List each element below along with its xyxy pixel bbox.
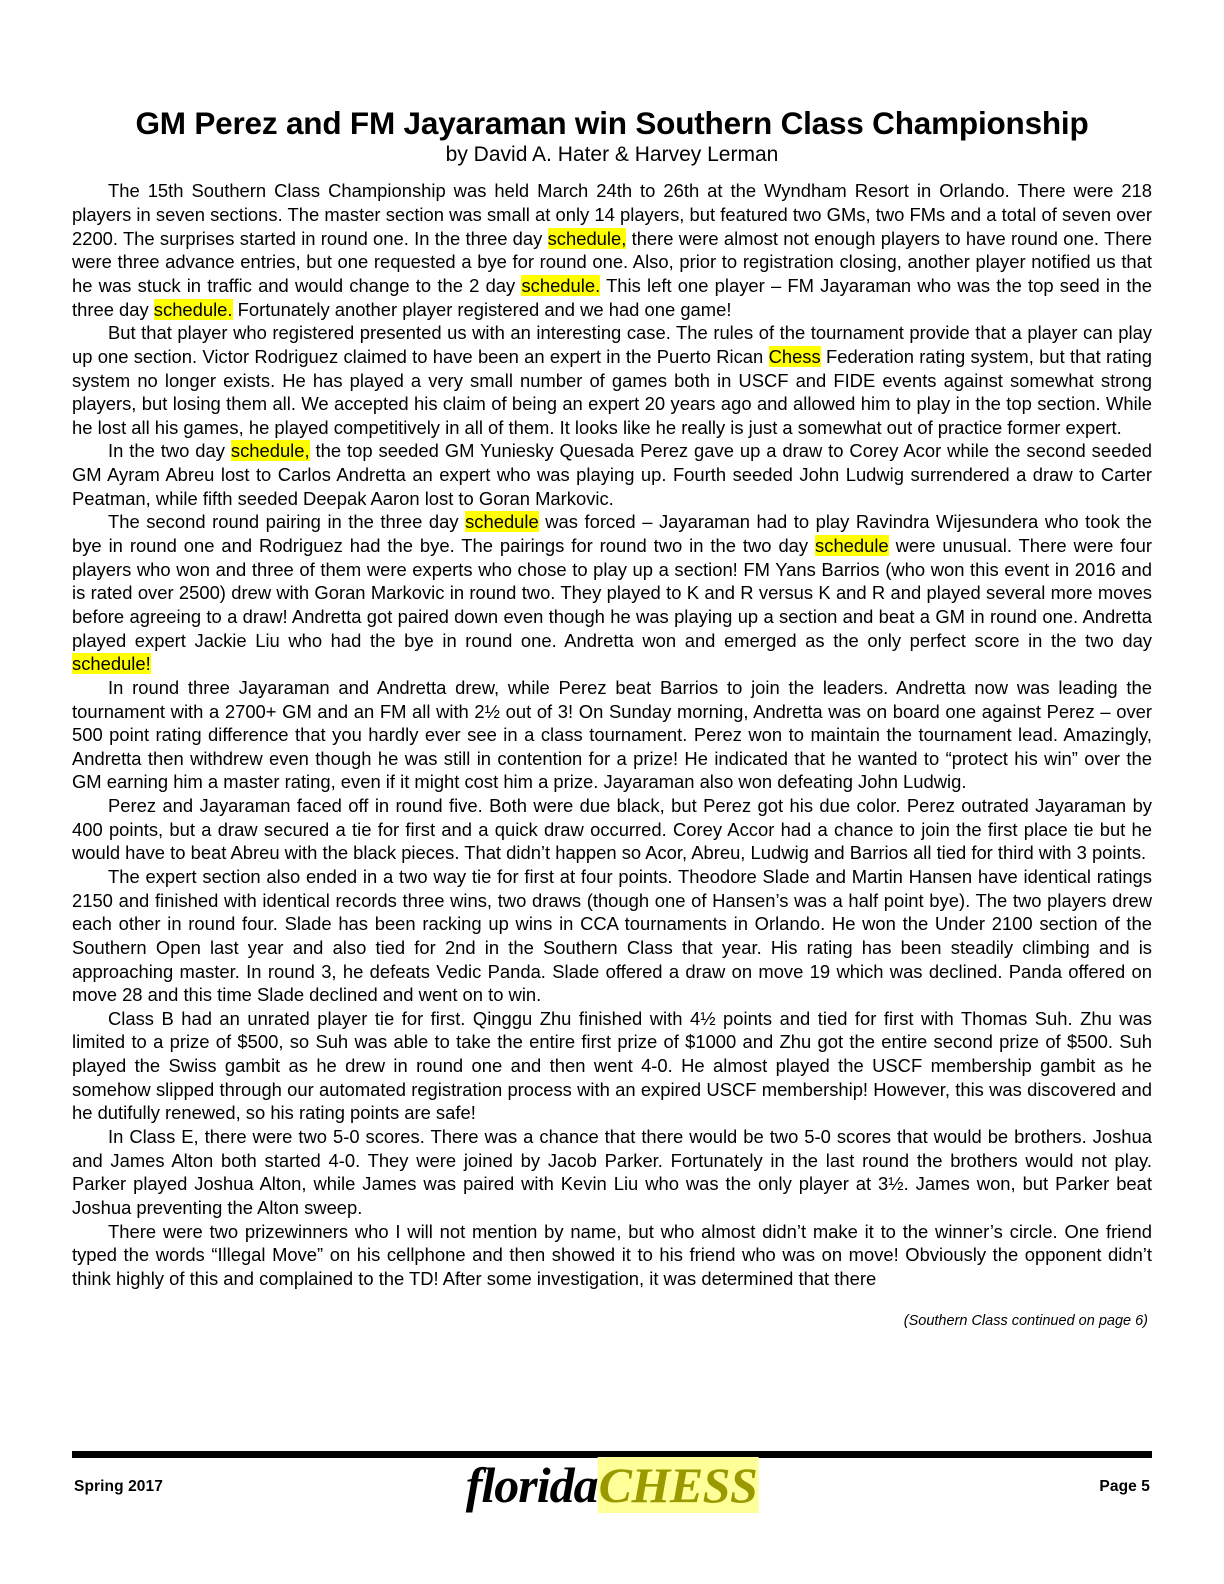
paragraph-expert-section: The expert section also ended in a two way tie for first at four points. Theodore Slade and Martin Hansen have identical ratings 2150 and finished with identical records three wins, two draws (though one of Hansen’s was a half point bye). The two players drew each other in round four. Slade has been racking up wins in CCA tournaments in Orlando. He won the Under 2100 section of the Southern Open last year and also tied for 2nd in the Southern Class that year. His rating has been steadily climbing and is approaching master. In round 3, he defeats Vedic Panda. Slade offered a draw on move 19 which was declined. Panda offered on move 28 and this time Slade declined and went on to win. xyxy=(72,865,1152,1006)
paragraph-class-e: In Class E, there were two 5-0 scores. There was a chance that there would be two 5-0 scores that would be brothers. Joshua and James Alton both started 4-0. They were joined by Jacob Parker. Fortunately in the last round the brothers would not play. Parker played Joshua Alton, while James was paired with Kevin Liu who was the only player at 3½. James won, but Parker beat Joshua preventing the Alton sweep. xyxy=(72,1126,1152,1218)
article-byline: by David A. Hater & Harvey Lerman xyxy=(445,143,779,167)
article-content xyxy=(72,106,1152,1329)
paragraph-text: The second round pairing in the three day xyxy=(108,511,466,533)
highlight-schedule: schedule! xyxy=(72,653,151,675)
footer-issue: Spring 2017 xyxy=(74,1478,163,1495)
paragraph-text: was forced – Jayaraman had to play Ravindra Wijesundera who took the bye in round one and Rodriguez had the bye. The pairings for round two in the two day xyxy=(72,511,1152,557)
paragraph-text: Federation rating system, but that rating system no longer exists. He has played a very small number of games both in USCF and FIDE events against somewhat strong players, but losing them all. We accepted his claim of being an expert 20 years ago and allowed him to play in the top section. While he lost all his games, he played competitively in all of them. It looks like he really is just a somewhat out of practice former expert. xyxy=(72,345,1152,438)
footer-row xyxy=(72,1457,1152,1516)
paragraph-class-b: Class B had an unrated player tie for first. Qinggu Zhu finished with 4½ points and tied for first with Thomas Suh. Zhu was limited to a prize of $500, so Suh was able to take the entire first prize of $1000 and Zhu got the entire second prize of $500. Suh played the Swiss gambit as he drew in round one and then went 4-0. He almost played the USCF membership gambit as he somehow slipped through our automated registration process with an expired USCF membership! However, this was discovered and he dutifully renewed, so his rating points are safe! xyxy=(72,1007,1152,1124)
page-title: GM Perez and FM Jayaraman win Southern Class Championship xyxy=(135,105,1089,141)
paragraph-round-two xyxy=(72,510,1152,675)
paragraph-round-three: In round three Jayaraman and Andretta drew, while Perez beat Barrios to join the leaders. Andretta now was leading the tournament with a 2700+ GM and an FM all with 2½ out of 3! On Sunday morning, Andretta was on board one against Perez – over 500 point rating difference that you hardly ever see in a class tournament. Perez won to maintain the tournament lead. Amazingly, Andretta then withdrew even though he was still in contention for a prize! He indicated that he wanted to “protect his win” over the GM earning him a master rating, even if it might cost him a prize. Jayaraman also won defeating John Ludwig. xyxy=(72,676,1152,793)
paragraph-text: the top seeded GM Yuniesky Quesada Perez gave up a draw to Corey Acor while the second seeded GM Ayram Abreu lost to Carlos Andretta an expert who was playing up. Fourth seeded John Ludwig surrendered a draw to Carter Peatman, while fifth seeded Deepak Aaron lost to Goran Markovic. xyxy=(72,440,1152,509)
continued-note: (Southern Class continued on page 6) xyxy=(903,1312,1148,1329)
paragraph-text: were unusual. There were four players who won and three of them were experts who chose to play up a section! FM Yans Barrios (who won this event in 2016 and is rated over 2500) drew with Goran Markovic in round two. They played to K and R versus K and R and played several more moves before agreeing to a draw! Andretta got paired down even though he was playing up a section and beat a GM in round one. Andretta played expert Jackie Liu who had the bye in round one. Andretta won and emerged as the only perfect score in the two day xyxy=(72,535,1152,651)
paragraph-text: there were almost not enough players to have round one. There were three advance entries, but one requested a bye for round one. Also, prior to registration closing, another player notified us that he was stuck in traffic and would change to the 2 day xyxy=(72,227,1153,296)
highlight-schedule: schedule xyxy=(465,511,539,533)
paragraph-text: Fortunately another player registered and we had one game! xyxy=(232,298,732,320)
paragraph-rodriguez-case xyxy=(72,321,1152,439)
highlight-schedule: schedule, xyxy=(547,227,627,249)
highlight-schedule: schedule. xyxy=(153,298,233,320)
paragraph-text: The 15th Southern Class Championship was held March 24th to 26th at the Wyndham Resort in Orlando. There were 218 players in seven sections. The master section was small at only 14 players, but featured two GMs, two FMs and a total of seven over 2200. The surprises started in round one. In the three day xyxy=(72,180,1152,249)
highlight-schedule: schedule xyxy=(815,535,889,557)
paragraph-prizewinners: There were two prizewinners who I will not mention by name, but who almost didn’t make it to the winner’s circle. One friend typed the words “Illegal Move” on his cellphone and then showed it to his friend who was on move! Obviously the opponent didn’t think highly of this and complained to the TD! After some investigation, it was determined that there xyxy=(72,1220,1152,1289)
footer-page-number: Page 5 xyxy=(1099,1478,1150,1495)
paragraph-text: In the two day xyxy=(108,440,231,462)
highlight-schedule: schedule. xyxy=(521,274,601,296)
highlight-schedule: schedule, xyxy=(230,440,310,462)
logo-florida-text: florida xyxy=(465,1457,598,1513)
logo-chess-text: CHESS xyxy=(598,1457,758,1513)
paragraph-round-five: Perez and Jayaraman faced off in round five. Both were due black, but Perez got his due color. Perez outrated Jayaraman by 400 points, but a draw secured a tie for first and a quick draw occurred. Corey Accor had a chance to join the first place tie but he would have to beat Abreu with the black pieces. That didn’t happen so Acor, Abreu, Ludwig and Barrios all tied for third with 3 points. xyxy=(72,795,1152,864)
paragraph-two-day-round-one xyxy=(72,439,1152,510)
paragraph-text: But that player who registered presented us with an interesting case. The rules of the tournament provide that a player can play up one section. Victor Rodriguez claimed to have been an expert in the Puerto Rican xyxy=(72,322,1152,367)
page-footer xyxy=(72,1451,1152,1516)
florida-chess-logo xyxy=(465,1457,759,1513)
highlight-chess: Chess xyxy=(768,345,821,367)
paragraph-text: This left one player – FM Jayaraman who was the top seed in the three day xyxy=(72,274,1152,320)
paragraph-intro xyxy=(72,179,1152,321)
